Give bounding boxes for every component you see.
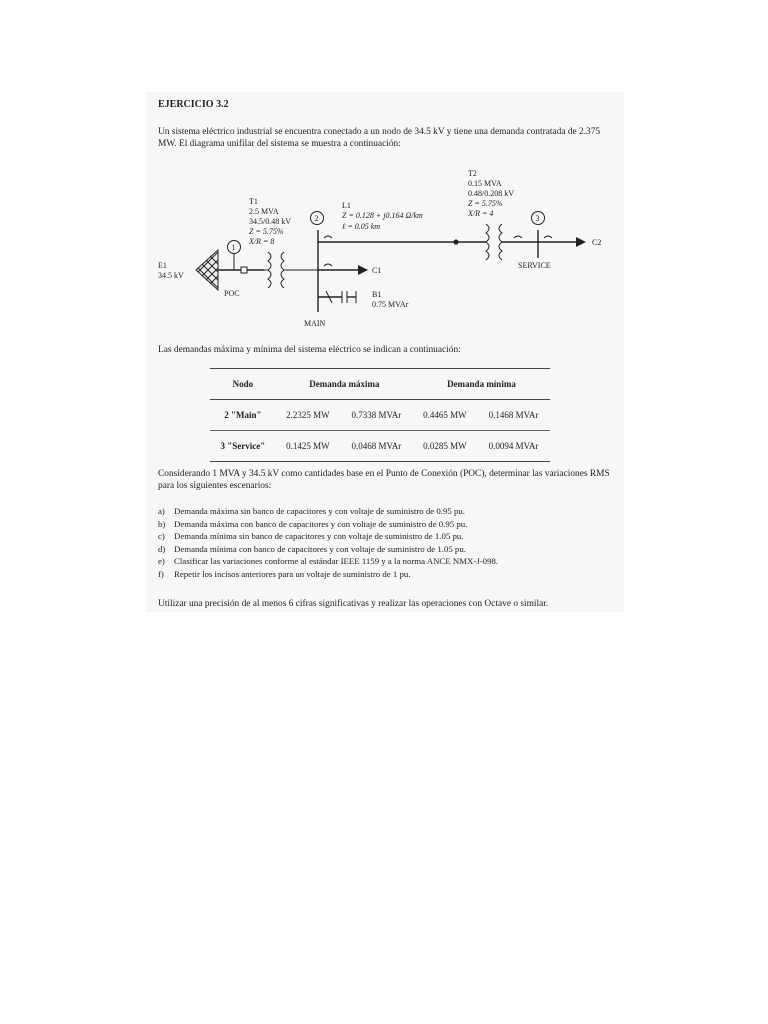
demand-table	[210, 368, 550, 462]
cell-node: 3 "Service"	[220, 441, 266, 451]
breaker-poc	[241, 267, 247, 273]
intro-paragraph: Un sistema eléctrico industrial se encuentra conectado a un nodo de 34.5 kV y tiene una demanda contratada de 2.375 MW. El diagrama unifilar del sistema se muestra a continuación:	[158, 127, 601, 149]
cell-min-q: 0.0094 MVAr	[488, 441, 539, 451]
node-3-label: 3	[535, 214, 540, 223]
list-item: d) Demanda mínima con banco de capacitores y con voltaje de suministro de 1.05 pu.	[158, 543, 466, 554]
c1-label: C1	[372, 266, 382, 275]
cell-max-p: 0.1425 MW	[286, 441, 330, 451]
list-item: c) Demanda mínima sin banco de capacitores y con voltaje de suministro de 1.05 pu.	[158, 531, 464, 541]
b1-rating: 0.75 MVAr	[372, 300, 409, 309]
list-item: a) Demanda máxima sin banco de capacitores y con voltaje de suministro de 0.95 pu.	[158, 506, 465, 516]
exercise-title: EJERCICIO 3.2	[158, 99, 229, 110]
header-min-demand: Demanda mínima	[413, 369, 550, 400]
service-label: SERVICE	[518, 261, 551, 270]
header-node: Nodo	[210, 369, 276, 400]
node-2-label: 2	[314, 214, 319, 223]
l1-length: ℓ = 0.05 km	[342, 222, 381, 231]
l1-impedance: Z = 0.128 + j0.164 Ω/km	[342, 211, 423, 220]
cell-node: 2 "Main"	[210, 400, 276, 431]
source-voltage: 34.5 kV	[158, 271, 184, 280]
c2-label: C2	[592, 238, 602, 247]
t1-impedance: Z = 5.75%	[249, 227, 284, 236]
poc-label: POC	[224, 289, 240, 298]
source-e1-symbol	[196, 250, 218, 290]
t1-rating: 2.5 MVA	[249, 207, 279, 216]
cell-max-q: 0.0468 MVAr	[351, 441, 402, 451]
t2-rating: 0.15 MVA	[468, 179, 502, 188]
node-1-label: 1	[231, 243, 236, 252]
transformer-t2-symbol	[486, 224, 502, 260]
main-label: MAIN	[304, 319, 326, 328]
demands-intro: Las demandas máxima y mínima del sistema eléctrico se indican a continuación:	[158, 345, 461, 355]
t2-xr: X/R = 4	[468, 209, 494, 218]
scenario-list	[158, 505, 498, 580]
transformer-t1-symbol	[264, 252, 318, 288]
cell-max-q: 0.7338 MVAr	[340, 400, 413, 431]
cell-min-q: 0.1468 MVAr	[477, 400, 550, 431]
table-row	[210, 431, 550, 462]
list-item: f) Repetir los incisos anteriores para un voltaje de suministro de 1 pu.	[158, 568, 411, 579]
t1-name: T1	[249, 197, 258, 206]
t2-voltage: 0.48/0.208 kV	[468, 189, 514, 198]
t1-voltage: 34.5/0.48 kV	[249, 217, 291, 226]
table-row	[210, 400, 550, 431]
cell-min-p: 0.0285 MW	[423, 441, 467, 451]
b1-name: B1	[372, 290, 382, 299]
l1-name: L1	[342, 201, 351, 210]
t2-name: T2	[468, 169, 477, 178]
source-name: E1	[158, 261, 167, 270]
single-line-diagram	[146, 160, 624, 340]
t1-xr: X/R = 8	[249, 237, 275, 246]
list-item: e) Clasificar las variaciones conforme al estándar IEEE 1159 y a la norma ANCE NMX-J-098.	[158, 556, 499, 566]
list-item: b) Demanda máxima con banco de capacitores y con voltaje de suministro de 0.95 pu.	[158, 518, 468, 529]
cell-min-p: 0.4465 MW	[413, 400, 477, 431]
header-max-demand: Demanda máxima	[276, 369, 413, 400]
cell-max-p: 2.2325 MW	[276, 400, 340, 431]
t2-impedance: Z = 5.75%	[468, 199, 503, 208]
closing-paragraph: Utilizar una precisión de al menos 6 cifras significativas y realizar las operaciones con Octave o similar.	[158, 599, 549, 609]
task-intro: Considerando 1 MVA y 34.5 kV como cantidades base en el Punto de Conexión (POC), determinar las variaciones RMS para los siguientes escenarios:	[158, 469, 610, 491]
